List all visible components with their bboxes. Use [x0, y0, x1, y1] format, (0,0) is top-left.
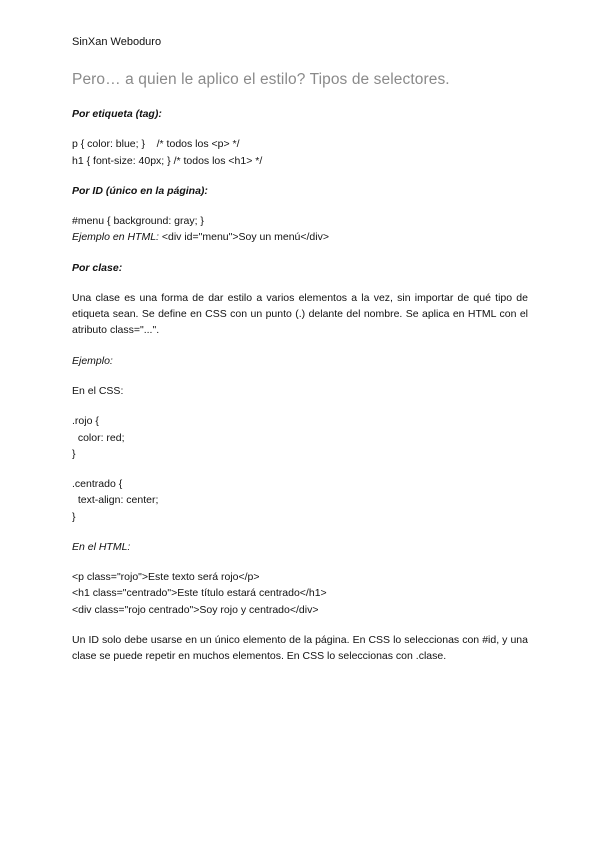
code-line: h1 { font-size: 40px; } /* todos los <h1> */ [72, 154, 263, 167]
code-line: <h1 class="centrado">Este título estará centrado</h1> [72, 587, 327, 600]
html-label: En el HTML: [72, 540, 131, 553]
id-example-line [72, 229, 528, 245]
css-block-rojo [72, 413, 528, 462]
code-line: #menu { background: gray; } [72, 215, 204, 228]
code-line: color: red; [72, 431, 125, 444]
code-line: text-align: center; [72, 494, 159, 507]
css-block-centrado [72, 476, 528, 525]
class-description-paragraph: Una clase es una forma de dar estilo a varios elementos a la vez, sin importar de qué tipo de etiqueta sean. Se define en CSS con un punto (.) delante del nombre. Se aplica en HTML con el atributo class="...". [72, 291, 528, 337]
code-line: } [72, 447, 76, 460]
example-label: Ejemplo en HTML: [72, 231, 159, 244]
example-label: Ejemplo: [72, 354, 113, 367]
section-heading-id: Por ID (único en la página): [72, 184, 208, 197]
code-block-id [72, 213, 528, 246]
closing-paragraph: Un ID solo debe usarse en un único elemento de la página. En CSS lo seleccionas con #id, y una clase se puede repetir en muchos elementos. En CSS lo seleccionas con .clase. [72, 633, 528, 663]
code-line: <p class="rojo">Este texto será rojo</p> [72, 571, 260, 584]
example-code: <div id="menu">Soy un menú</div> [158, 231, 329, 244]
html-code-block [72, 569, 528, 618]
code-line: .rojo { [72, 415, 99, 428]
author-name: SinXan Weboduro [72, 36, 162, 48]
code-block-tag [72, 136, 528, 169]
css-label: En el CSS: [72, 384, 124, 397]
code-line: .centrado { [72, 478, 123, 491]
section-heading-tag: Por etiqueta (tag): [72, 108, 162, 121]
document-title: Pero… a quien le aplico el estilo? Tipos de selectores. [72, 71, 450, 89]
code-line: p { color: blue; } /* todos los <p> */ [72, 138, 240, 151]
code-line: } [72, 510, 76, 523]
section-heading-class: Por clase: [72, 261, 123, 274]
document-page [72, 34, 528, 678]
code-line: <div class="rojo centrado">Soy rojo y centrado</div> [72, 603, 319, 616]
